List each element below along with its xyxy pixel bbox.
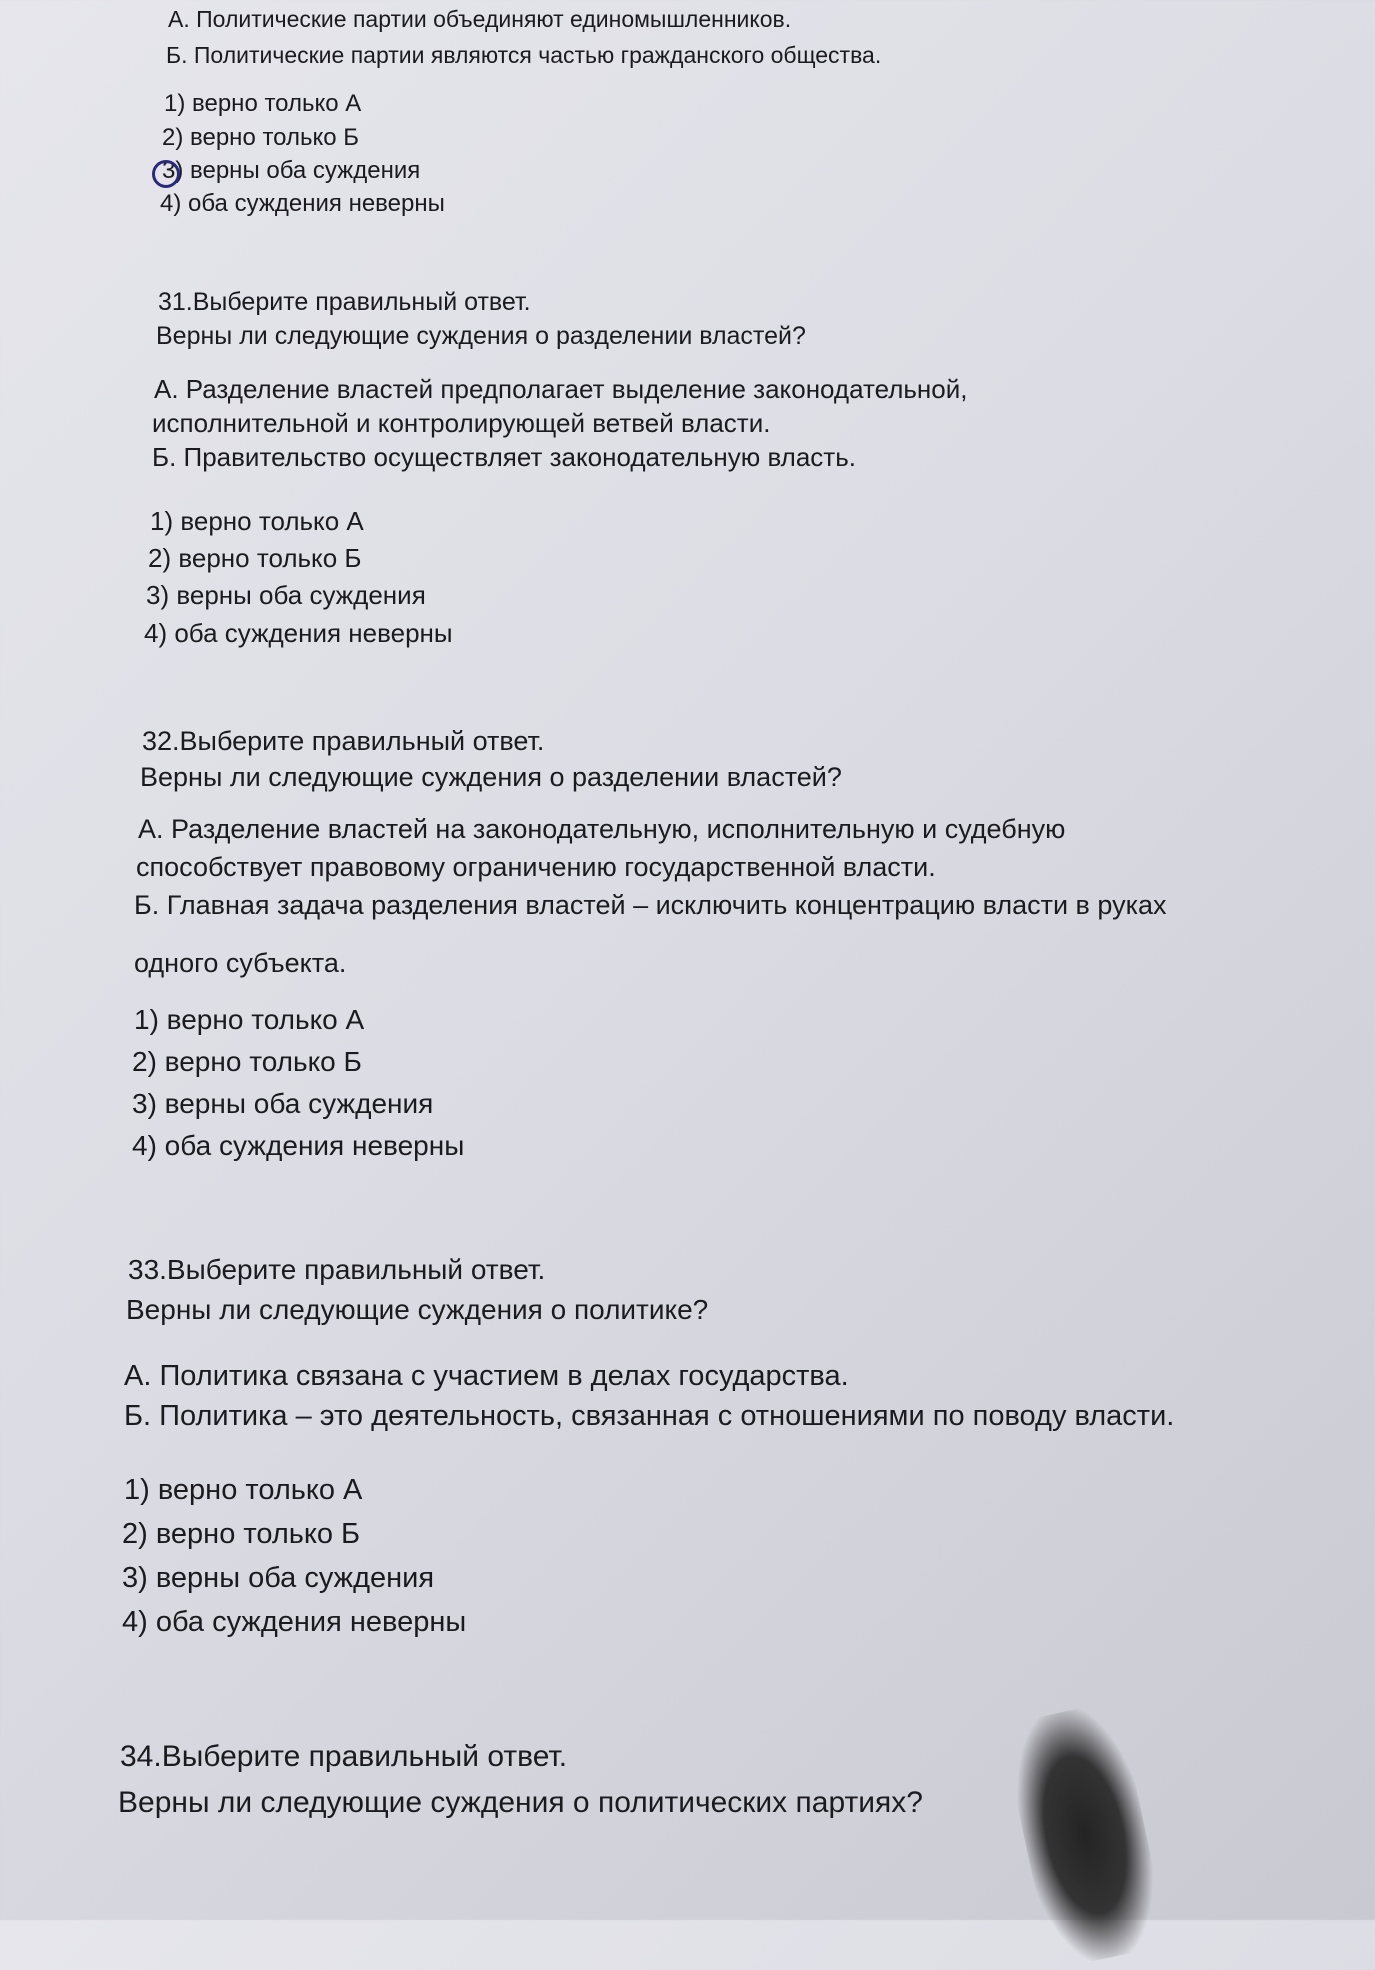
q32-option-2: 2) верно только Б bbox=[132, 1046, 362, 1077]
prev-option-4: 4) оба суждения неверны bbox=[160, 190, 445, 217]
q32-statement-a-line1: А. Разделение властей на законодательную, исполнительную и судебную bbox=[138, 814, 1066, 844]
q32-title: 32.Выберите правильный ответ. bbox=[142, 726, 545, 756]
q32-option-4: 4) оба суждения неверны bbox=[132, 1130, 465, 1161]
q34-title: 34.Выберите правильный ответ. bbox=[120, 1740, 568, 1773]
q31-option-1: 1) верно только А bbox=[150, 506, 364, 536]
q31-title: 31.Выберите правильный ответ. bbox=[158, 288, 531, 316]
prev-option-3: 3) верны оба суждения bbox=[162, 157, 421, 184]
q33-statement-b: Б. Политика – это деятельность, связанная с отношениями по поводу власти. bbox=[124, 1400, 1175, 1432]
q31-question: Верны ли следующие суждения о разделении властей? bbox=[156, 322, 806, 350]
q34-question: Верны ли следующие суждения о политических партиях? bbox=[118, 1786, 923, 1819]
q33-option-4: 4) оба суждения неверны bbox=[122, 1606, 467, 1638]
q33-title: 33.Выберите правильный ответ. bbox=[128, 1254, 546, 1285]
answer-circle-mark bbox=[152, 160, 180, 188]
prev-statement-a: А. Политические партии объединяют единомышленников. bbox=[168, 6, 792, 32]
q33-option-3: 3) верны оба суждения bbox=[122, 1562, 435, 1594]
q33-option-1: 1) верно только А bbox=[124, 1474, 363, 1506]
pen-shadow bbox=[1000, 1700, 1169, 1969]
q32-statement-a-line2: способствует правовому ограничению государственной власти. bbox=[136, 852, 936, 882]
q31-option-2: 2) верно только Б bbox=[148, 543, 362, 573]
q31-statement-b: Б. Правительство осуществляет законодательную власть. bbox=[152, 442, 856, 472]
q31-statement-a-line1: А. Разделение властей предполагает выделение законодательной, bbox=[154, 374, 968, 404]
prev-statement-b: Б. Политические партии являются частью гражданского общества. bbox=[166, 42, 882, 68]
q33-option-2: 2) верно только Б bbox=[122, 1518, 361, 1550]
q33-statement-a: А. Политика связана с участием в делах государства. bbox=[124, 1360, 849, 1392]
q31-statement-a-line2: исполнительной и контролирующей ветвей власти. bbox=[152, 408, 771, 438]
q32-option-3: 3) верны оба суждения bbox=[132, 1088, 434, 1119]
prev-option-2: 2) верно только Б bbox=[162, 124, 360, 151]
prev-option-1: 1) верно только А bbox=[164, 90, 362, 117]
q32-option-1: 1) верно только А bbox=[134, 1004, 365, 1035]
q31-option-3: 3) верны оба суждения bbox=[146, 580, 426, 610]
q32-statement-b-line1: Б. Главная задача разделения властей – исключить концентрацию власти в руках bbox=[134, 890, 1167, 920]
q32-question: Верны ли следующие суждения о разделении властей? bbox=[140, 762, 842, 792]
q33-question: Верны ли следующие суждения о политике? bbox=[126, 1294, 709, 1325]
q31-option-4: 4) оба суждения неверны bbox=[144, 618, 453, 648]
q32-statement-b-line2: одного субъекта. bbox=[134, 948, 347, 978]
